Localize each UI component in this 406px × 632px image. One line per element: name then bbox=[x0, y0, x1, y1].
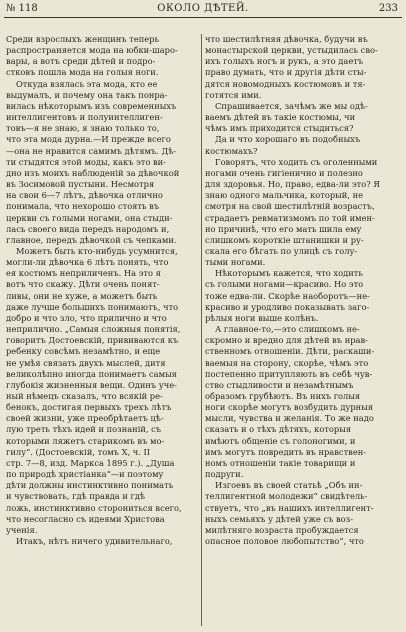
text-line: интеллигентовъ и полуинтеллиген- bbox=[6, 112, 163, 123]
text-line: право думать, что и другія дѣти сты- bbox=[205, 67, 367, 78]
text-line: гилу“. (Достоевскій, томъ X, ч. II bbox=[6, 446, 151, 457]
text-line: Итакъ, нѣтъ ничего удивительнаго, bbox=[16, 536, 173, 547]
text-line: страдаетъ ревматизмомъ по той имен- bbox=[205, 212, 375, 223]
left-column bbox=[6, 34, 196, 547]
text-line: выдумалъ, и почему она такъ понра- bbox=[6, 89, 168, 100]
text-line: не умѣя связать двухъ мыслей, дитя bbox=[6, 357, 166, 368]
text-line: имъ могутъ повредить въ нравствен- bbox=[205, 446, 367, 457]
text-line: на свои 6—7 лѣтъ, дѣвочка отлично bbox=[6, 190, 163, 201]
text-line: ноги скорѣе могутъ возбудить дурныя bbox=[205, 402, 374, 413]
text-line: по природѣ христіанка“—и поэтому bbox=[6, 469, 164, 480]
text-line: своей жизни, уже преобрѣтаетъ цѣ- bbox=[6, 413, 164, 424]
text-line: опасное половое любопытство“, что bbox=[205, 536, 364, 547]
text-line: главное, передъ дѣвочкой съ чепками. bbox=[6, 234, 177, 245]
text-line: Откуда взялась эта мода, кто ее bbox=[16, 78, 158, 89]
text-line: ственномъ отношеніи. Дѣти, раскаши- bbox=[205, 346, 375, 357]
text-line: даже лучше большихъ понимаютъ, что bbox=[6, 301, 179, 312]
column-divider bbox=[201, 34, 202, 626]
right-column bbox=[205, 34, 399, 547]
text-line: бенокъ, достигая первыхъ трехъ лѣтъ bbox=[6, 402, 172, 413]
text-line: готятся ими. bbox=[205, 89, 262, 100]
text-line: стр. 7—8, изд. Маркса 1895 г.). „Душа bbox=[6, 457, 175, 468]
text-line: для здоровья. Но, право, едва-ли это? Я bbox=[205, 179, 381, 190]
text-line: великолѣпно иногда понимаетъ самыя bbox=[6, 368, 177, 379]
text-line: ихъ голыхъ ногъ и рукъ, а это даетъ bbox=[205, 56, 364, 67]
text-line: распространяется мода на юбки-шаро- bbox=[6, 45, 178, 56]
text-line: милѣтняго возраста пробуждается bbox=[205, 524, 359, 535]
text-line: могли-ли дѣвочка 6 лѣтъ понять, что bbox=[6, 257, 169, 268]
text-line: А главное-то,—это слишкомъ не- bbox=[215, 324, 360, 335]
text-line: ствуетъ, что „въ нашихъ интеллигент- bbox=[205, 502, 374, 513]
text-line: стковъ пошла мода на голыя ноги. bbox=[6, 67, 159, 78]
text-line: Изгоевъ въ своей статьѣ „Объ ин- bbox=[215, 480, 363, 491]
text-line: скромно и вредно для дѣтей въ нрав- bbox=[205, 335, 368, 346]
text-line: но причинѣ, что его мать шила ему bbox=[205, 223, 362, 234]
text-line: смотря на свой шестилѣтній возрастъ, bbox=[205, 201, 375, 212]
text-line: вотъ что скажу. Дѣти очень понят- bbox=[6, 279, 160, 290]
text-line: товъ—я не знаю, я знаю только то, bbox=[6, 123, 160, 134]
text-line: тыми ногами. bbox=[205, 257, 266, 268]
text-line: сказать и о тѣхъ дѣтяхъ, которыя bbox=[205, 424, 352, 435]
text-line: неприлично. „Самыя сложныя понятія, bbox=[6, 324, 181, 335]
text-line: ребенку совсѣмъ незамѣтно, и еще bbox=[6, 346, 161, 357]
text-line: слишкомъ короткіе штанишки и ру- bbox=[205, 234, 364, 245]
text-line: говоритъ Достоевскій, прививаются къ bbox=[6, 335, 179, 346]
text-line: чѣмъ имъ приходится стыдиться? bbox=[205, 123, 354, 134]
text-line: дятся новомодныхъ костюмовъ и тя- bbox=[205, 78, 366, 89]
text-line: —она не нравится самимъ дѣтямъ. Дѣ- bbox=[6, 145, 177, 156]
text-line: красиво и уродливо показывать заго- bbox=[205, 301, 370, 312]
text-line: церкви съ голыми ногами, она стыди- bbox=[6, 212, 173, 223]
text-line: Да и что хорошаго въ подобныхъ bbox=[215, 134, 361, 145]
text-line: скала его бѣгать по улицѣ съ голу- bbox=[205, 245, 358, 256]
text-line: ныхъ семьяхъ у дѣтей уже съ воз- bbox=[205, 513, 354, 524]
text-line: которыми ляжетъ старикомъ въ мо- bbox=[6, 435, 165, 446]
text-line: имѣютъ общеніе съ голоногими, и bbox=[205, 435, 356, 446]
text-line: Говорятъ, что ходить съ оголенными bbox=[215, 156, 378, 167]
text-line: костюмахъ? bbox=[205, 145, 258, 156]
header-rule bbox=[4, 17, 402, 18]
text-line: ложь, инстинктивно сторониться всего, bbox=[6, 502, 182, 513]
text-line: ти стыдятся этой моды, какъ это ви- bbox=[6, 156, 166, 167]
text-line: ученія. bbox=[6, 524, 38, 535]
text-line: ногами очень гигіенично и полезно bbox=[205, 167, 363, 178]
text-line: постепенно притупляють въ себѣ чув- bbox=[205, 368, 373, 379]
text-line: Нѣкоторымъ кажется, что ходить bbox=[215, 268, 363, 279]
text-line: ваемъ дѣтей въ такіе костюмы, чи bbox=[205, 112, 356, 123]
text-line: мысли, чувства и желанія. То же надо bbox=[205, 413, 374, 424]
text-line: ливы, они не хуже, а можетъ быть bbox=[6, 290, 158, 301]
text-line: вилась нѣкоторымъ изъ современныхъ bbox=[6, 100, 177, 111]
text-line: и чувствовать, гдѣ правда и гдѣ bbox=[6, 491, 145, 502]
text-line: вары, а вотъ среди дѣтей и подро- bbox=[6, 56, 156, 67]
text-line: въ Зосимовой пустыни. Несмотря bbox=[6, 179, 155, 190]
text-line: теллигентной молодежи“ свидѣтель- bbox=[205, 491, 368, 502]
text-line: номъ отношеніи такіе товарищи и bbox=[205, 457, 356, 468]
page-number: 233 bbox=[378, 3, 398, 14]
text-line: знаю одного мальчика, который, не bbox=[205, 190, 364, 201]
text-line: съ голыми ногами—красиво. Но это bbox=[205, 279, 364, 290]
text-line: ея костюмъ неприличенъ. На это я bbox=[6, 268, 161, 279]
text-line: монастырской церкви, устыдилась сво- bbox=[205, 45, 378, 56]
text-line: Спрашивается, зачѣмъ же мы одѣ- bbox=[215, 100, 368, 111]
text-line: Среди взрослыхъ женщинъ теперь bbox=[6, 34, 159, 44]
text-line: рѣлыя ноги выше колѣнъ. bbox=[205, 312, 319, 323]
text-line: понимала, что нехорошо стоять въ bbox=[6, 201, 160, 212]
text-line: дно изъ моихъ наблюденій за дѣвочкой bbox=[6, 167, 180, 178]
page-title: ОКОЛО ДѢТЕЙ. bbox=[157, 3, 249, 14]
text-line: дѣти должны инстинктивно понимать bbox=[6, 480, 174, 491]
text-line: ство стыдливости и незамѣтнымъ bbox=[205, 379, 354, 390]
text-line: лую треть тѣхъ идей и познаній, съ bbox=[6, 424, 162, 435]
text-line: ваемыя на сторону, скорѣе, чѣмъ это bbox=[205, 357, 369, 368]
text-line: образомъ грубѣютъ. Въ нихъ голыя bbox=[205, 391, 361, 401]
text-line: Можетъ быть кто-нибудь усумнится, bbox=[16, 245, 178, 256]
text-line: подруги. bbox=[205, 469, 244, 480]
text-line: что несогласно съ идеями Христова bbox=[6, 513, 165, 524]
text-line: что эта мода дурна.—И прежде всего bbox=[6, 134, 171, 145]
text-line: добро и что зло, что прилично и что bbox=[6, 312, 167, 323]
text-line: тоже едва-ли. Скорѣе наоборотъ—не- bbox=[205, 290, 370, 301]
text-line: что шестилѣтняя дѣвочка, будучи въ bbox=[205, 34, 368, 44]
running-header bbox=[6, 2, 400, 16]
issue-number: № 118 bbox=[6, 3, 38, 14]
text-line: ный нѣмецъ сказалъ, что всякій ре- bbox=[6, 391, 163, 401]
text-line: лась своего вида передъ народомъ и, bbox=[6, 223, 170, 234]
text-line: глубокія жизненныя вещи. Одинъ уче- bbox=[6, 379, 177, 390]
